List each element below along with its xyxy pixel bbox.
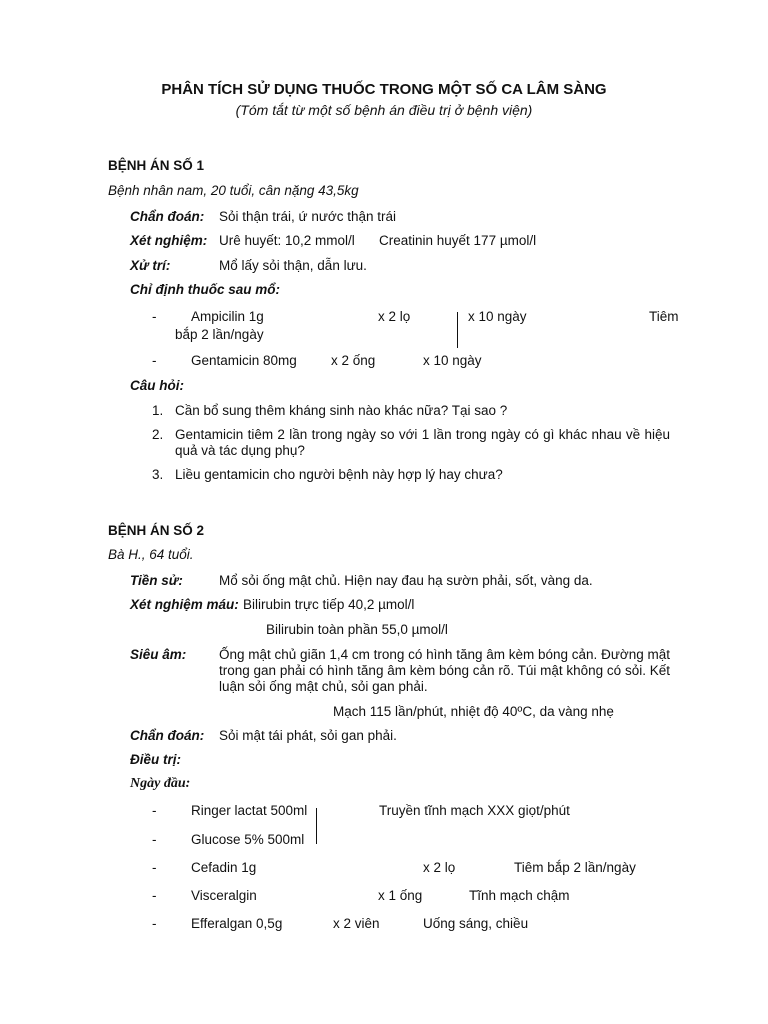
page-title: PHÂN TÍCH SỬ DỤNG THUỐC TRONG MỘT SỐ CA LÂM SÀNG [161, 81, 607, 98]
rx-dash: - [152, 832, 157, 847]
case2-blood-total: Bilirubin toàn phần 55,0 µmol/l [266, 622, 448, 637]
case2-day1-label: Ngày đầu: [130, 776, 191, 791]
rx-drug: Efferalgan 0,5g [191, 916, 283, 931]
question-number: 3. [152, 467, 164, 482]
rx-dash: - [152, 309, 157, 324]
case2-echo: Ống mật chủ giãn 1,4 cm trong có hình tăng âm kèm bóng cản. Đường mật trong gan phải có hình tăng âm kèm bóng cản rõ. Túi mật không có sỏi. Kết luận sỏi ống mật chủ, sỏi gan phải. [219, 647, 670, 694]
rx-dash: - [152, 803, 157, 818]
bracket-bar [457, 312, 458, 348]
case1-question-label: Câu hỏi: [130, 378, 184, 393]
bracket-bar [316, 808, 317, 844]
question-number: 2. [152, 427, 164, 442]
case1-test-label: Xét nghiệm: [130, 233, 208, 248]
rx-qty: x 2 lọ [423, 860, 456, 875]
rx-note: Uống sáng, chiều [423, 916, 529, 931]
rx-dash: - [152, 860, 157, 875]
case1-test-urea: Urê huyết: 10,2 mmol/l [219, 233, 355, 248]
rx-note: Truyền tĩnh mạch XXX giọt/phút [379, 803, 570, 818]
case2-echo-label: Siêu âm: [130, 647, 187, 662]
rx-days: x 10 ngày [468, 309, 527, 324]
rx-drug: Gentamicin 80mg [191, 353, 297, 368]
rx-drug: Cefadin 1g [191, 860, 257, 875]
question-text: Cần bổ sung thêm kháng sinh nào khác nữa? Tại sao ? [175, 403, 508, 418]
case2-blood-direct: Bilirubin trực tiếp 40,2 µmol/l [243, 597, 415, 612]
rx-qty: x 1 ống [378, 888, 423, 903]
rx-dash: - [152, 353, 157, 368]
case2-history-label: Tiền sử: [130, 573, 183, 588]
rx-drug: Ampicilin 1g [191, 309, 264, 324]
case2-history: Mổ sỏi ống mật chủ. Hiện nay đau hạ sườn phải, sốt, vàng da. [219, 573, 593, 588]
case1-diagnosis-label: Chẩn đoán: [130, 209, 205, 224]
rx-qty: x 2 viên [333, 916, 380, 931]
rx-route-cont: bắp 2 lần/ngày [175, 327, 264, 342]
case1-treat: Mổ lấy sỏi thận, dẫn lưu. [219, 258, 367, 273]
rx-days: x 10 ngày [423, 353, 482, 368]
case2-diagnosis: Sỏi mật tái phát, sỏi gan phải. [219, 728, 397, 743]
rx-dash: - [152, 916, 157, 931]
case2-vitals: Mạch 115 lần/phút, nhiệt độ 40ºC, da vàng nhẹ [333, 704, 614, 719]
rx-dash: - [152, 888, 157, 903]
case1-patient: Bệnh nhân nam, 20 tuổi, cân nặng 43,5kg [108, 183, 359, 198]
case2-diagnosis-label: Chẩn đoán: [130, 728, 205, 743]
rx-route: Tiêm [649, 309, 679, 324]
case1-diagnosis: Sỏi thận trái, ứ nước thận trái [219, 209, 397, 224]
page-subtitle: (Tóm tắt từ một số bệnh án điều trị ở bệnh viện) [235, 102, 533, 118]
question-text: Liều gentamicin cho người bệnh này hợp lý hay chưa? [175, 467, 503, 482]
rx-qty: x 2 ống [331, 353, 376, 368]
rx-note: Tiêm bắp 2 lần/ngày [514, 860, 636, 875]
case2-blood-label: Xét nghiệm máu: [130, 597, 239, 612]
case2-heading: BỆNH ÁN SỐ 2 [108, 523, 205, 538]
rx-qty: x 2 lọ [378, 309, 411, 324]
rx-note: Tĩnh mạch chậm [469, 888, 570, 903]
question-text: Gentamicin tiêm 2 lần trong ngày so với 1 lần trong ngày có gì khác nhau về hiệu quả và tác dụng phụ? [175, 427, 670, 458]
case1-test-creatinin: Creatinin huyết 177 µmol/l [379, 233, 537, 248]
case1-heading: BỆNH ÁN SỐ 1 [108, 158, 205, 173]
rx-drug: Ringer lactat 500ml [191, 803, 308, 818]
case2-patient: Bà H., 64 tuổi. [108, 547, 194, 562]
rx-drug: Glucose 5% 500ml [191, 832, 305, 847]
rx-drug: Visceralgin [191, 888, 257, 903]
case1-rx-label: Chỉ định thuốc sau mổ: [130, 282, 280, 297]
case2-treatment-label: Điều trị: [130, 752, 182, 767]
case1-treat-label: Xử trí: [130, 258, 171, 273]
question-number: 1. [152, 403, 164, 418]
